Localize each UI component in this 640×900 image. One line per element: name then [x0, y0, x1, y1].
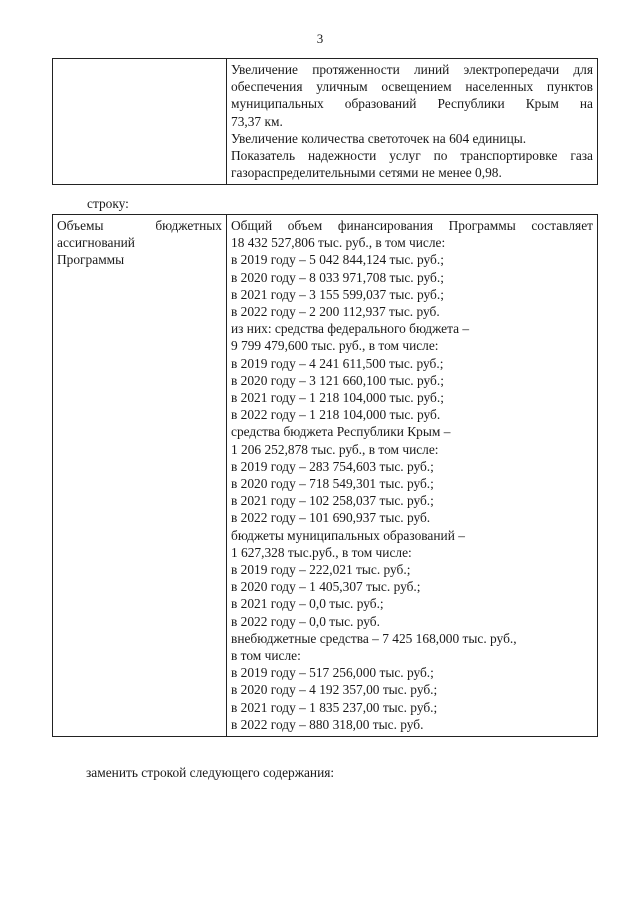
- funding-line: в 2021 году – 3 155 599,037 тыс. руб.;: [231, 286, 444, 302]
- funding-line: в 2020 году – 8 033 971,708 тыс. руб.;: [231, 269, 444, 285]
- funding-line: 1 206 252,878 тыс. руб., в том числе:: [231, 441, 439, 457]
- funding-line: бюджеты муниципальных образований –: [231, 527, 465, 543]
- indicator-line: Увеличение протяженности линий электропередачи для: [231, 62, 593, 77]
- funding-line: 9 799 479,600 тыс. руб., в том числе:: [231, 338, 439, 354]
- indicators-table: [52, 58, 598, 185]
- funding-line: в 2019 году – 283 754,603 тыс. руб.;: [231, 458, 434, 474]
- funding-line: в 2019 году – 4 241 611,500 тыс. руб.;: [231, 355, 444, 371]
- funding-line: в 2021 году – 1 218 104,000 тыс. руб.;: [231, 390, 444, 406]
- funding-line: в 2022 году – 0,0 тыс. руб.: [231, 613, 380, 629]
- funding-line: в 2019 году – 517 256,000 тыс. руб.;: [231, 665, 434, 681]
- funding-line: в 2022 году – 1 218 104,000 тыс. руб.: [231, 407, 441, 423]
- funding-line: в 2020 году – 718 549,301 тыс. руб.;: [231, 476, 434, 492]
- funding-line: в 2019 году – 222,021 тыс. руб.;: [231, 562, 411, 578]
- funding-label-line: Объемы бюджетных: [57, 218, 222, 233]
- indicators-right-cell: [227, 59, 598, 185]
- funding-line: Общий объем финансирования Программы составляет: [231, 218, 593, 233]
- funding-line: в 2021 году – 0,0 тыс. руб.;: [231, 596, 384, 612]
- indicators-left-cell: [53, 59, 227, 185]
- funding-line: 1 627,328 тыс.руб., в том числе:: [231, 544, 412, 560]
- indicator-line: Увеличение количества светоточек на 604 единицы.: [231, 130, 527, 146]
- page-number: 3: [316, 31, 324, 46]
- funding-line: 18 432 527,806 тыс. руб., в том числе:: [231, 235, 446, 251]
- table-row: [53, 59, 598, 185]
- lead-text: строку:: [87, 196, 129, 211]
- funding-line: в 2021 году – 1 835 237,00 тыс. руб.;: [231, 699, 438, 715]
- funding-line: из них: средства федерального бюджета –: [231, 321, 470, 337]
- indicator-line: Показатель надежности услуг по транспортировке газа: [231, 148, 593, 164]
- indicator-line: муниципальных образований Республики Крым на: [231, 96, 593, 112]
- funding-line: в 2022 году – 2 200 112,937 тыс. руб.: [231, 304, 440, 320]
- funding-table: [52, 214, 598, 737]
- funding-label-cell: [53, 215, 227, 737]
- indicator-line: 73,37 км.: [231, 113, 283, 129]
- funding-line: в 2020 году – 3 121 660,100 тыс. руб.;: [231, 372, 444, 388]
- funding-line: в 2020 году – 1 405,307 тыс. руб.;: [231, 579, 421, 595]
- funding-line: в 2022 году – 101 690,937 тыс. руб.: [231, 510, 431, 526]
- table-row: [53, 215, 598, 737]
- indicator-line: обеспечения уличным освещением населенных пунктов: [231, 79, 593, 95]
- funding-label-line: Программы: [57, 252, 125, 268]
- funding-label-line: ассигнований: [57, 235, 135, 251]
- funding-line: в 2021 году – 102 258,037 тыс. руб.;: [231, 493, 434, 509]
- funding-line: внебюджетные средства – 7 425 168,000 тыс. руб.,: [231, 630, 517, 646]
- funding-value-cell: [227, 215, 598, 737]
- funding-line: в 2022 году – 880 318,00 тыс. руб.: [231, 716, 424, 732]
- funding-line: в том числе:: [231, 648, 301, 664]
- funding-line: в 2019 году – 5 042 844,124 тыс. руб.;: [231, 252, 444, 268]
- closing-text: заменить строкой следующего содержания:: [86, 765, 335, 780]
- indicator-line: газораспределительными сетями не менее 0,98.: [231, 165, 502, 181]
- funding-line: в 2020 году – 4 192 357,00 тыс. руб.;: [231, 682, 438, 698]
- funding-line: средства бюджета Республики Крым –: [231, 424, 451, 440]
